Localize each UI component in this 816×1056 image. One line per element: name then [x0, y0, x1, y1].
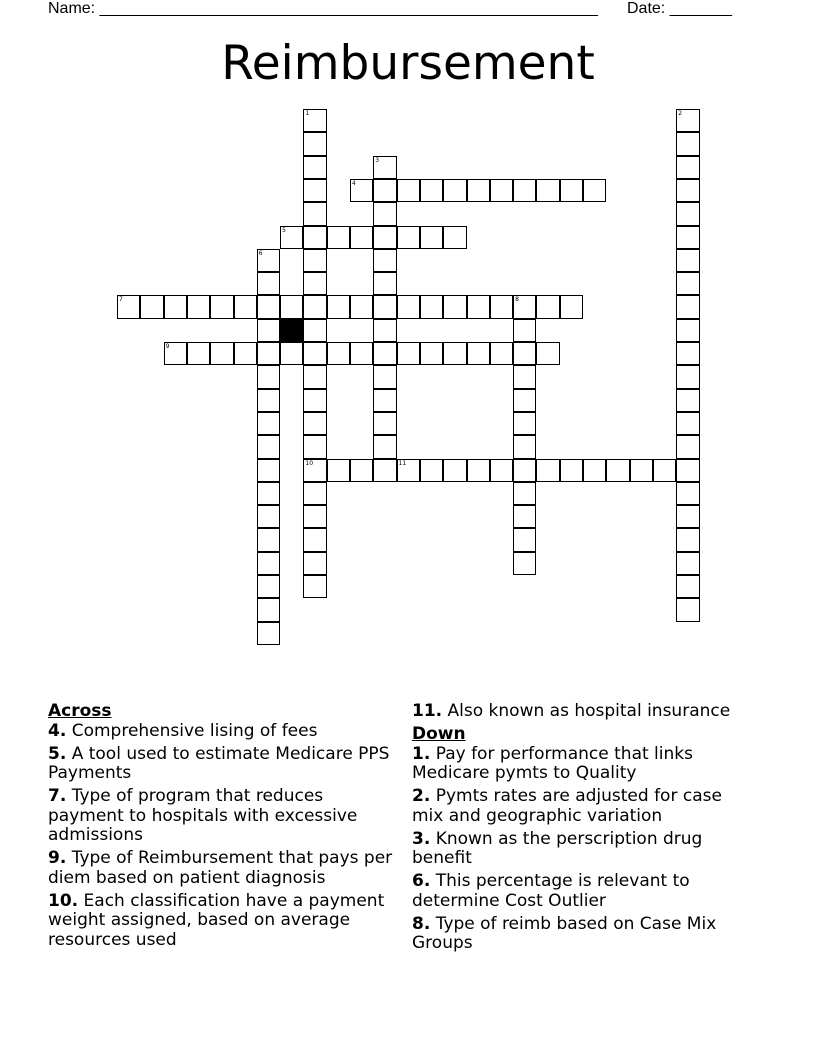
grid-cell[interactable]: [420, 459, 443, 482]
grid-cell[interactable]: [210, 342, 233, 365]
grid-cell[interactable]: [513, 365, 536, 388]
grid-cell[interactable]: [303, 272, 326, 295]
grid-cell[interactable]: [513, 295, 536, 318]
clue-number: 3: [375, 156, 380, 164]
grid-cell[interactable]: [536, 179, 559, 202]
grid-cell[interactable]: [234, 342, 257, 365]
grid-cell[interactable]: [490, 459, 513, 482]
grid-cell[interactable]: [490, 295, 513, 318]
grid-cell[interactable]: [513, 505, 536, 528]
grid-cell[interactable]: [397, 179, 420, 202]
grid-cell[interactable]: [373, 156, 396, 179]
grid-cell[interactable]: [303, 319, 326, 342]
clue-number: 11: [398, 459, 407, 467]
grid-cell[interactable]: [350, 459, 373, 482]
grid-cell[interactable]: [443, 226, 466, 249]
grid-cell[interactable]: [513, 482, 536, 505]
grid-cell[interactable]: [653, 459, 676, 482]
grid-cell[interactable]: [140, 295, 163, 318]
grid-cell[interactable]: [443, 342, 466, 365]
grid-cell[interactable]: [303, 109, 326, 132]
grid-cell[interactable]: [676, 528, 699, 551]
grid-cell[interactable]: [257, 459, 280, 482]
clue-number: 5: [282, 226, 286, 234]
grid-cell[interactable]: [676, 552, 699, 575]
down-heading: Down: [412, 724, 466, 744]
grid-cell[interactable]: [513, 435, 536, 458]
grid-cell[interactable]: [373, 342, 396, 365]
grid-cell[interactable]: [443, 295, 466, 318]
grid-cell[interactable]: [373, 365, 396, 388]
grid-cell[interactable]: [187, 342, 210, 365]
grid-cell[interactable]: [303, 575, 326, 598]
grid-cell[interactable]: [583, 459, 606, 482]
grid-cell[interactable]: [303, 249, 326, 272]
grid-cell[interactable]: [676, 179, 699, 202]
grid-cell[interactable]: [676, 272, 699, 295]
clue-across: 11. Also known as hospital insurance: [412, 701, 731, 721]
grid-cell[interactable]: [257, 622, 280, 645]
grid-cell[interactable]: [676, 459, 699, 482]
grid-cell[interactable]: [676, 435, 699, 458]
grid-cell[interactable]: [257, 598, 280, 621]
grid-cell[interactable]: [373, 435, 396, 458]
grid-cell[interactable]: [257, 505, 280, 528]
grid-cell[interactable]: [164, 342, 187, 365]
grid-cell[interactable]: [536, 342, 559, 365]
grid-cell[interactable]: [420, 226, 443, 249]
grid-cell[interactable]: [257, 482, 280, 505]
grid-cell[interactable]: [676, 226, 699, 249]
grid-cell[interactable]: [373, 319, 396, 342]
grid-cell[interactable]: [280, 295, 303, 318]
grid-cell[interactable]: [676, 575, 699, 598]
grid-cell[interactable]: [676, 365, 699, 388]
grid-cell[interactable]: [164, 295, 187, 318]
grid-cell[interactable]: [350, 295, 373, 318]
grid-cell[interactable]: [397, 342, 420, 365]
grid-cell[interactable]: [327, 226, 350, 249]
grid-cell[interactable]: [303, 505, 326, 528]
grid-cell[interactable]: [676, 319, 699, 342]
grid-cell[interactable]: [327, 342, 350, 365]
grid-cell[interactable]: [397, 459, 420, 482]
grid-cell[interactable]: [350, 179, 373, 202]
grid-cell[interactable]: [303, 156, 326, 179]
grid-cell[interactable]: [536, 295, 559, 318]
grid-cell[interactable]: [606, 459, 629, 482]
grid-cell[interactable]: [676, 598, 699, 621]
grid-cell[interactable]: [373, 459, 396, 482]
grid-cell[interactable]: [397, 295, 420, 318]
grid-cell[interactable]: [303, 552, 326, 575]
clue-across: 7. Type of program that reduces payment to hospitals with excessive admissions: [48, 786, 358, 845]
grid-cell[interactable]: [560, 295, 583, 318]
grid-cell[interactable]: [676, 482, 699, 505]
grid-cell[interactable]: [257, 528, 280, 551]
grid-cell[interactable]: [280, 226, 303, 249]
grid-cell[interactable]: [467, 459, 490, 482]
grid-cell[interactable]: [443, 179, 466, 202]
grid-cell[interactable]: [676, 156, 699, 179]
grid-cell[interactable]: [303, 482, 326, 505]
grid-cell[interactable]: [373, 389, 396, 412]
grid-cell[interactable]: [676, 412, 699, 435]
grid-cell[interactable]: [676, 202, 699, 225]
grid-cell[interactable]: [583, 179, 606, 202]
grid-cell[interactable]: [257, 365, 280, 388]
clue-down: 1. Pay for performance that links Medicare pymts to Quality: [412, 743, 693, 783]
grid-cell[interactable]: [303, 295, 326, 318]
clue-number: 2: [678, 110, 683, 117]
grid-cell[interactable]: [676, 342, 699, 365]
grid-cell[interactable]: [327, 459, 350, 482]
clue-number: 9: [165, 343, 170, 350]
grid-cell[interactable]: [187, 295, 210, 318]
grid-cell[interactable]: [257, 389, 280, 412]
grid-cell[interactable]: [420, 179, 443, 202]
grid-cell[interactable]: [257, 272, 280, 295]
date-field[interactable]: Date: _______: [627, 0, 732, 17]
clue-number: 10: [305, 459, 314, 467]
clue-number: 6: [258, 249, 263, 257]
grid-cell[interactable]: [513, 528, 536, 551]
clues-right-column: [412, 702, 752, 957]
grid-cell[interactable]: [373, 226, 396, 249]
grid-cell[interactable]: [350, 226, 373, 249]
grid-cell[interactable]: [257, 412, 280, 435]
grid-cell[interactable]: [467, 179, 490, 202]
clues-left-column: [48, 702, 398, 954]
grid-cell[interactable]: [536, 459, 559, 482]
grid-cell[interactable]: [303, 528, 326, 551]
grid-black-cell: [280, 319, 303, 342]
grid-cell[interactable]: [513, 552, 536, 575]
grid-cell[interactable]: [303, 342, 326, 365]
clue-down: 3. Known as the perscription drug benefit: [412, 828, 703, 868]
grid-cell[interactable]: [303, 202, 326, 225]
grid-cell[interactable]: [467, 295, 490, 318]
grid-cell[interactable]: [676, 132, 699, 155]
grid-cell[interactable]: [373, 202, 396, 225]
grid-cell[interactable]: [373, 179, 396, 202]
grid-cell[interactable]: [513, 319, 536, 342]
grid-cell[interactable]: [373, 249, 396, 272]
grid-cell[interactable]: [327, 295, 350, 318]
clue-down: 6. This percentage is relevant to determine Cost Outlier: [412, 871, 690, 911]
grid-cell[interactable]: [490, 342, 513, 365]
grid-cell[interactable]: [257, 435, 280, 458]
grid-cell[interactable]: [513, 412, 536, 435]
page-title: Reimbursement: [221, 36, 595, 91]
grid-cell[interactable]: [303, 226, 326, 249]
grid-cell[interactable]: [676, 249, 699, 272]
grid-cell[interactable]: [513, 342, 536, 365]
grid-cell[interactable]: [303, 435, 326, 458]
grid-cell[interactable]: [373, 295, 396, 318]
grid-cell[interactable]: [513, 459, 536, 482]
grid-cell[interactable]: [676, 109, 699, 132]
grid-cell[interactable]: [373, 272, 396, 295]
grid-cell[interactable]: [303, 179, 326, 202]
clue-across: 5. A tool used to estimate Medicare PPS Payments: [48, 743, 390, 783]
grid-cell[interactable]: [257, 552, 280, 575]
grid-cell[interactable]: [257, 575, 280, 598]
clue-number: 7: [119, 296, 123, 304]
grid-cell[interactable]: [303, 132, 326, 155]
grid-cell[interactable]: [420, 295, 443, 318]
clue-across: 9. Type of Reimbursement that pays per diem based on patient diagnosis: [48, 848, 393, 888]
clue-across: 10. Each classification have a payment weight assigned, based on average resources used: [48, 890, 385, 950]
grid-cell[interactable]: [560, 179, 583, 202]
grid-cell[interactable]: [303, 389, 326, 412]
grid-cell[interactable]: [443, 459, 466, 482]
clue-number: 1: [305, 110, 310, 117]
grid-cell[interactable]: [397, 226, 420, 249]
grid-cell[interactable]: [280, 342, 303, 365]
grid-cell[interactable]: [560, 459, 583, 482]
grid-cell[interactable]: [303, 365, 326, 388]
grid-cell[interactable]: [257, 295, 280, 318]
clue-down: 2. Pymts rates are adjusted for case mix and geographic variation: [412, 786, 722, 826]
grid-cell[interactable]: [490, 179, 513, 202]
grid-cell[interactable]: [303, 459, 326, 482]
clue-number: 8: [515, 296, 519, 304]
grid-cell[interactable]: [350, 342, 373, 365]
grid-cell[interactable]: [257, 249, 280, 272]
grid-cell[interactable]: [420, 342, 443, 365]
grid-cell[interactable]: [676, 389, 699, 412]
grid-cell[interactable]: [117, 295, 140, 318]
grid-cell[interactable]: [513, 389, 536, 412]
grid-cell[interactable]: [513, 179, 536, 202]
grid-cell[interactable]: [303, 412, 326, 435]
name-field[interactable]: Name: ________________________________________________________: [48, 0, 598, 17]
grid-cell[interactable]: [630, 459, 653, 482]
grid-cell[interactable]: [257, 319, 280, 342]
grid-cell[interactable]: [257, 342, 280, 365]
across-heading: Across: [48, 701, 112, 721]
grid-cell[interactable]: [467, 342, 490, 365]
clue-down: 8. Type of reimb based on Case Mix Groups: [412, 913, 717, 953]
clue-across: 4. Comprehensive lising of fees: [48, 720, 318, 741]
grid-cell[interactable]: [210, 295, 233, 318]
clue-number: 4: [352, 179, 356, 187]
grid-cell[interactable]: [676, 295, 699, 318]
grid-cell[interactable]: [234, 295, 257, 318]
grid-cell[interactable]: [373, 412, 396, 435]
grid-cell[interactable]: [676, 505, 699, 528]
